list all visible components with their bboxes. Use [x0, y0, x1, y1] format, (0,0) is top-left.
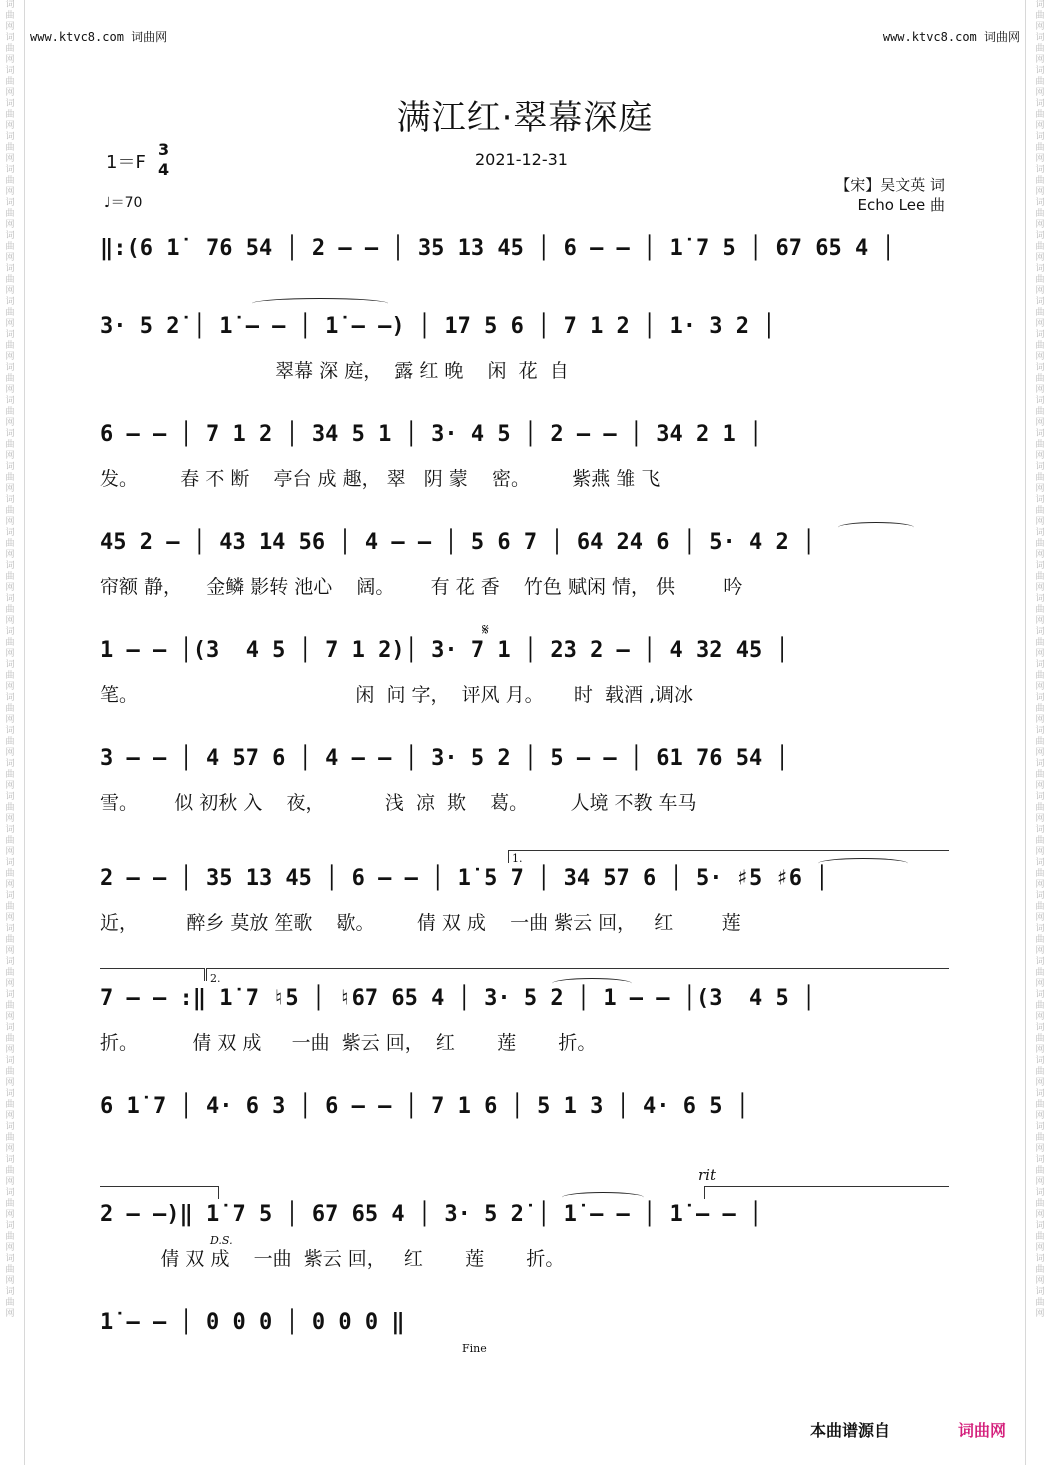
second-ending-label: 2.: [210, 972, 221, 985]
notation-line-1: [100, 236, 950, 276]
notation-line-4: [100, 530, 950, 570]
first-ending-label: 1.: [512, 852, 523, 865]
lyric-line-10: 倩 双 成 一曲 紫云 回， 红 莲 折。: [100, 1248, 565, 1270]
time-signature-top: 3: [158, 140, 170, 159]
footer-source-label: 本曲谱源自: [810, 1421, 891, 1440]
lyric-line-8: 折。 倩 双 成 一曲 紫云 回， 红 莲 折。: [100, 1032, 597, 1054]
lyric-line-3: 发。 春 不 断 亭台 成 趣， 翠 阴 蒙 密。 紫燕 雏 飞: [100, 468, 661, 490]
header-site-left: www.ktvc8.com 词曲网: [30, 30, 168, 44]
margin-line-left: [24, 0, 25, 1465]
slur-arc: [818, 858, 908, 869]
song-title: 满江红·翠幕深庭: [396, 98, 654, 138]
notation-line-2: [100, 314, 950, 354]
notation-line-11: [100, 1310, 950, 1350]
margin-line-right: [1025, 0, 1026, 1465]
lyric-line-6: 雪。 似 初秋 入 夜， 浅 凉 欺 葛。 人境 不教 车马: [100, 792, 697, 814]
side-watermark-right: 词曲网词曲网词曲网词曲网词曲网词曲网词曲网词曲网词曲网词曲网词曲网词曲网词曲网词曲网词曲网词曲网词曲网词曲网词曲网词曲网词曲网词曲网词曲网词曲网词曲网词曲网词曲网词曲网词曲网词曲网词曲网词曲网词曲网词曲网词曲网词曲网词曲网词曲网词曲网词曲网: [1035, 0, 1045, 1319]
segno-mark: 𝄋: [482, 620, 489, 639]
fine-mark: Fine: [462, 1342, 487, 1355]
notes: ‖:(6 1̇ 76 54 │ 2 – – │ 35 13 45 │ 6 – – │ 1̇ 7 5 │ 67 65 4 │: [100, 236, 895, 261]
first-ending-bracket-end: [100, 968, 205, 981]
lyric-line-4: 帘额 静， 金鳞 影转 池心 阔。 有 花 香 竹色 赋闲 情， 供 吟: [100, 576, 743, 598]
notes: 6 1̇ 7 │ 4· 6 3 │ 6 – – │ 7 1 6 │ 5 1 3 │ 4· 6 5 │: [100, 1094, 750, 1119]
score-date: 2021-12-31: [475, 150, 568, 169]
notes: 1̇ – – │ 0 0 0 │ 0 0 0 ‖: [100, 1310, 405, 1335]
slur-arc: [838, 522, 914, 533]
notation-line-9: [100, 1094, 950, 1134]
lyric-line-2: 翠幕 深 庭， 露 红 晚 闲 花 自: [100, 360, 569, 382]
notes: 3 – – │ 4 57 6 │ 4 – – │ 3· 5 2 │ 5 – – │ 61 76 54 │: [100, 746, 789, 771]
notation-line-3: [100, 422, 950, 462]
tempo-marking: ♩＝70: [104, 195, 143, 211]
notation-line-5: [100, 638, 950, 678]
notes: 45 2 – │ 43 14 56 │ 4 – – │ 5 6 7 │ 64 24 6 │ 5· 4 2 │: [100, 530, 816, 555]
notes: 1 – – │(3 4 5 │ 7 1 2)│ 3· 7 1 │ 23 2 – │ 4 32 45 │: [100, 638, 789, 663]
time-signature-bottom: 4: [158, 160, 170, 179]
notes: 7 – – :‖ 1̇ 7 ♮5 │ ♮67 65 4 │ 3· 5 2 │ 1 – – │(3 4 5 │: [100, 986, 816, 1011]
coda-bracket: [100, 1186, 219, 1199]
footer-source-site[interactable]: 词曲网: [958, 1421, 1007, 1440]
slur-arc: [562, 1192, 644, 1203]
dal-segno-mark: D.S.: [210, 1234, 233, 1247]
ritardando-bracket: [704, 1186, 949, 1199]
lyric-line-7: 近， 醉乡 莫放 笙歌 歇。 倩 双 成 一曲 紫云 回， 红 莲: [100, 912, 741, 934]
time-signature: [158, 140, 169, 180]
notes: 2 – –)‖ 1̇ 7 5 │ 67 65 4 │ 3· 5 2̇ │ 1̇ – – │ 1̇ – – │: [100, 1202, 763, 1227]
header-site-right: www.ktvc8.com 词曲网: [882, 30, 1020, 44]
notes: 6 – – │ 7 1 2 │ 34 5 1 │ 3· 4 5 │ 2 – – │ 34 2 1 │: [100, 422, 763, 447]
notation-line-7: [100, 866, 950, 906]
lyricist-credit: 【宋】吴文英 词: [835, 176, 945, 194]
notes: 2 – – │ 35 13 45 │ 6 – – │ 1̇ 5 7 │ 34 57 6 │ 5· ♯5 ♯6 │: [100, 866, 829, 891]
composer-credit: Echo Lee 曲: [857, 196, 945, 214]
notes: 3· 5 2̇ │ 1̇ – – │ 1̇ – –) │ 17 5 6 │ 7 1 2 │ 1· 3 2 │: [100, 314, 776, 339]
lyric-line-5: 笔。 闲 问 字， 评风 月。 时 载酒 ,调冰: [100, 684, 694, 706]
side-watermark-left: 词曲网词曲网词曲网词曲网词曲网词曲网词曲网词曲网词曲网词曲网词曲网词曲网词曲网词曲网词曲网词曲网词曲网词曲网词曲网词曲网词曲网词曲网词曲网词曲网词曲网词曲网词曲网词曲网词曲网词曲网词曲网词曲网词曲网词曲网词曲网词曲网词曲网词曲网词曲网词曲网: [5, 0, 15, 1319]
slur-arc: [552, 978, 632, 989]
key-signature: 1＝F: [106, 152, 146, 173]
notation-line-8: [100, 986, 950, 1026]
ritardando-mark: rit: [698, 1166, 716, 1184]
tie-arc: [252, 298, 388, 309]
notation-line-6: [100, 746, 950, 786]
